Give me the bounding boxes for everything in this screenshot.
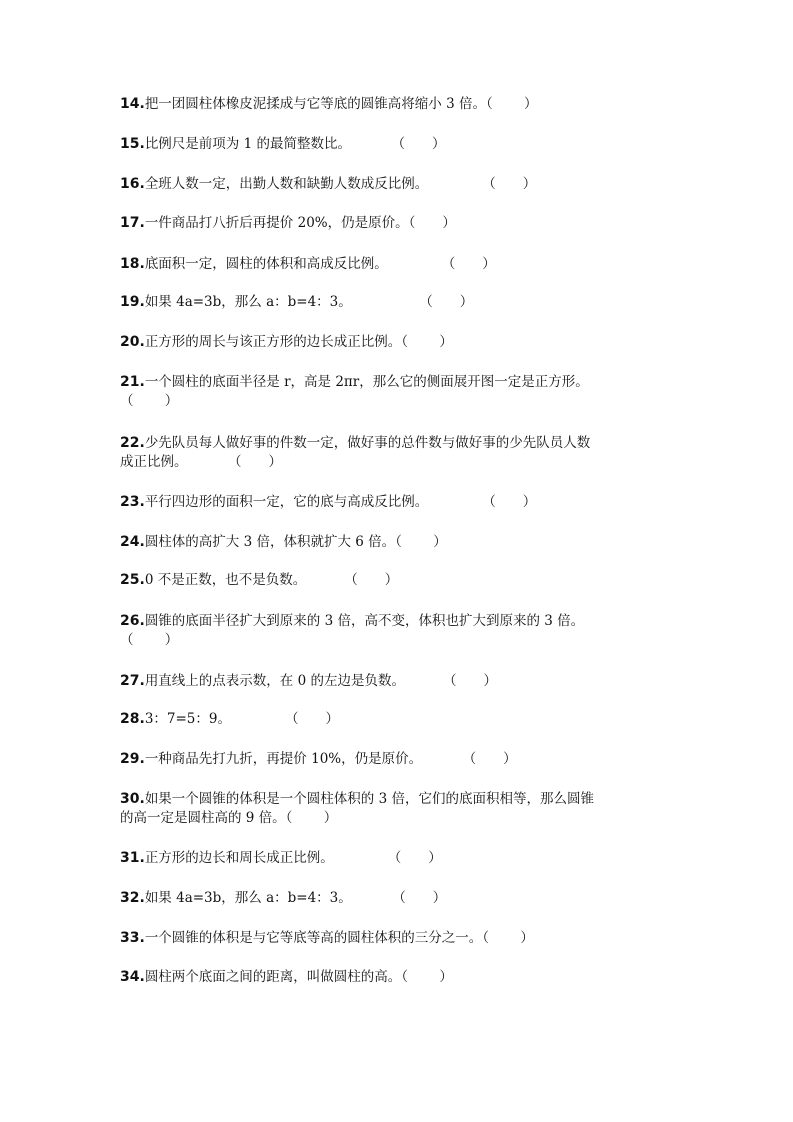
question-text: 用直线上的点表示数，在 0 的左边是负数。 （ ） xyxy=(144,673,498,689)
question-23 xyxy=(120,493,680,512)
question-25 xyxy=(120,571,680,590)
question-text: 如果一个圆锥的体积是一个圆柱体积的 3 倍，它们的底面积相等，那么圆锥 的高一定是圆柱高的 9 倍。（ ） xyxy=(120,791,594,826)
question-text: 如果 4a=3b，那么 a：b=4：3。 （ ） xyxy=(144,294,474,310)
question-text: 3：7=5：9。 （ ） xyxy=(144,711,339,727)
question-30 xyxy=(120,790,680,828)
question-31 xyxy=(120,849,680,868)
question-number: 17. xyxy=(120,215,145,231)
question-24 xyxy=(120,533,680,552)
question-text: 全班人数一定，出勤人数和缺勤人数成反比例。 （ ） xyxy=(144,176,537,192)
question-26 xyxy=(120,612,680,650)
question-text: 如果 4a=3b，那么 a：b=4：3。 （ ） xyxy=(144,890,447,906)
question-text: 0 不是正数，也不是负数。 （ ） xyxy=(144,572,399,588)
question-text: 比例尺是前项为 1 的最简整数比。 （ ） xyxy=(144,136,446,152)
question-number: 15. xyxy=(120,136,145,152)
question-28 xyxy=(120,710,680,729)
question-number: 23. xyxy=(120,494,145,510)
question-27 xyxy=(120,672,680,691)
question-number: 32. xyxy=(120,890,145,906)
question-29 xyxy=(120,750,680,769)
question-15 xyxy=(120,135,680,154)
question-number: 33. xyxy=(120,930,145,946)
question-22 xyxy=(120,434,680,472)
question-text: 一种商品先打九折，再提价 10%，仍是原价。 （ ） xyxy=(144,751,517,767)
question-text: 把一团圆柱体橡皮泥揉成与它等底的圆锥高将缩小 3 倍。（ ） xyxy=(144,96,538,112)
question-text: 圆柱体的高扩大 3 倍，体积就扩大 6 倍。（ ） xyxy=(144,534,447,550)
question-number: 14. xyxy=(120,96,145,112)
question-number: 26. xyxy=(120,613,145,629)
question-number: 18. xyxy=(120,256,145,272)
question-text: 少先队员每人做好事的件数一定，做好事的总件数与做好事的少先队员人数 成正比例。 （ ） xyxy=(120,435,591,470)
question-number: 22. xyxy=(120,435,145,451)
question-number: 31. xyxy=(120,850,145,866)
question-number: 28. xyxy=(120,711,145,727)
question-33 xyxy=(120,929,680,948)
question-number: 21. xyxy=(120,374,145,390)
question-number: 19. xyxy=(120,294,145,310)
question-number: 27. xyxy=(120,673,145,689)
question-34 xyxy=(120,968,680,987)
question-text: 平行四边形的面积一定，它的底与高成反比例。 （ ） xyxy=(144,494,537,510)
question-text: 正方形的边长和周长成正比例。 （ ） xyxy=(144,850,442,866)
question-text: 一个圆柱的底面半径是 r，高是 2πr，那么它的侧面展开图一定是正方形。 （ ） xyxy=(120,374,589,409)
question-number: 29. xyxy=(120,751,145,767)
question-14 xyxy=(120,95,680,114)
question-text: 圆锥的底面半径扩大到原来的 3 倍，高不变，体积也扩大到原来的 3 倍。 （ ） xyxy=(120,613,585,648)
question-21 xyxy=(120,373,680,411)
question-text: 一个圆锥的体积是与它等底等高的圆柱体积的三分之一。（ ） xyxy=(144,930,534,946)
question-number: 20. xyxy=(120,334,145,350)
question-19 xyxy=(120,293,680,312)
question-text: 底面积一定，圆柱的体积和高成反比例。 （ ） xyxy=(144,256,496,272)
question-20 xyxy=(120,333,680,352)
question-number: 30. xyxy=(120,791,145,807)
question-text: 圆柱两个底面之间的距离，叫做圆柱的高。（ ） xyxy=(144,969,453,985)
question-17 xyxy=(120,214,680,233)
question-text: 一件商品打八折后再提价 20%，仍是原价。（ ） xyxy=(144,215,456,231)
question-text: 正方形的周长与该正方形的边长成正比例。（ ） xyxy=(144,334,453,350)
question-16 xyxy=(120,175,680,194)
question-number: 24. xyxy=(120,534,145,550)
question-number: 16. xyxy=(120,176,145,192)
question-number: 34. xyxy=(120,969,145,985)
question-number: 25. xyxy=(120,572,145,588)
question-32 xyxy=(120,889,680,908)
question-18 xyxy=(120,255,680,274)
